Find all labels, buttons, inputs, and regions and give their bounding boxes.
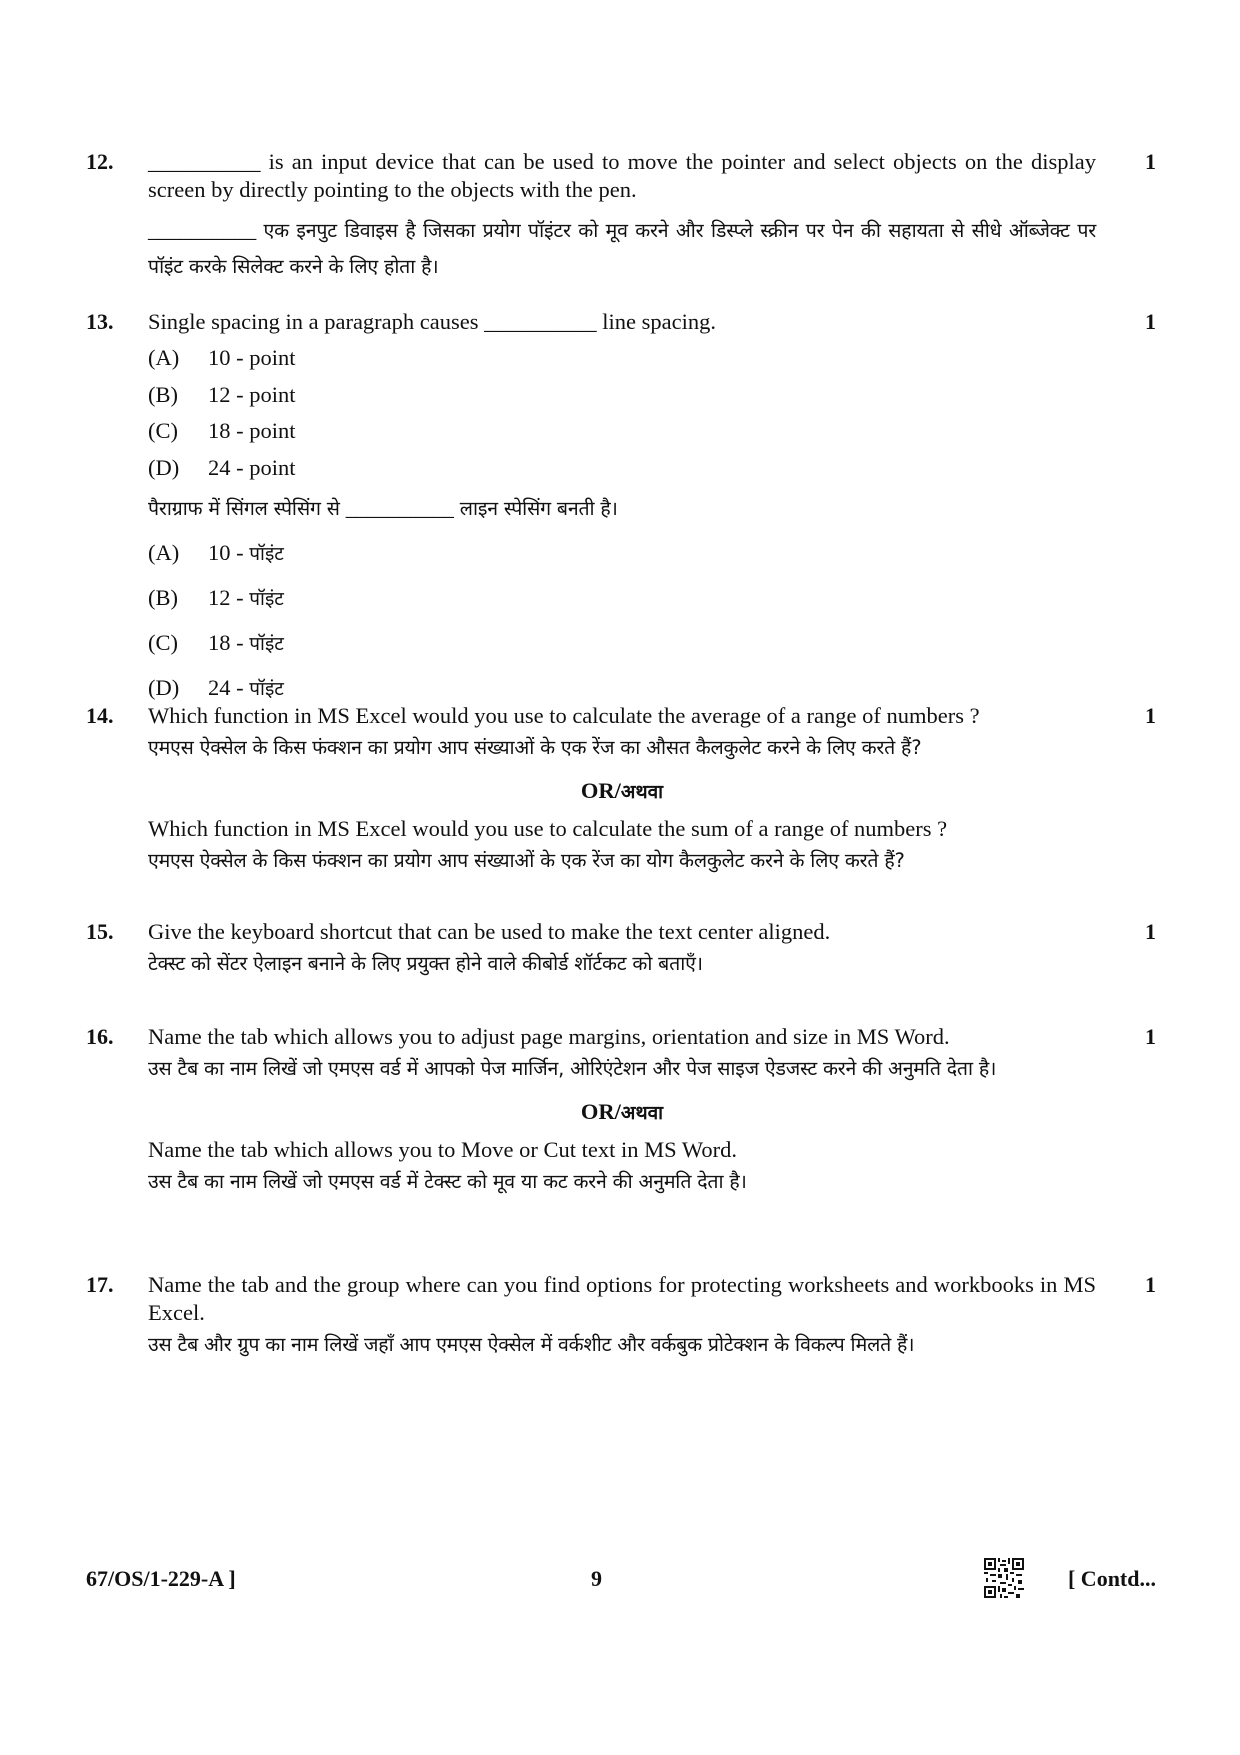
options-hindi — [148, 531, 1096, 711]
page-number: 9 — [591, 1566, 602, 1591]
question-text-english: Name the tab which allows you to adjust page margins, orientation and size in MS Word. — [148, 1024, 950, 1049]
question-text-hindi: पैराग्राफ में सिंगल स्पेसिंग से __________ लाइन स्पेसिंग बनती है। — [148, 495, 618, 520]
question-text-hindi: उस टैब और ग्रुप का नाम लिखें जहाँ आप एमएस ऐक्सेल में वर्कशीट और वर्कबुक प्रोटेक्शन के विकल्प मिलते हैं। — [148, 1333, 915, 1356]
options-english — [148, 340, 1096, 486]
option-b-hindi: (B) 12 - पॉइंट — [148, 585, 284, 610]
question-text-hindi: उस टैब का नाम लिखें जो एमएस वर्ड में आपको पेज मार्जिन, ओरिएंटेशन और पेज साइज ऐडजस्ट करने की अनुमति देता है। — [148, 1057, 997, 1080]
question-16 — [86, 1023, 1156, 1200]
or-separator: OR/अथवा — [580, 778, 664, 803]
blank: __________ — [484, 309, 597, 334]
question-number: 13. — [86, 309, 114, 334]
question-text-hindi: __________ एक इनपुट डिवाइस है जिसका प्रयोग पॉइंटर को मूव करने और डिस्प्ले स्क्रीन पर पेन की सहायता से सीधे ऑब्जेक्ट पर पॉइंट करके सिलेक्ट करने के लिए होता है। — [148, 217, 1096, 278]
page-footer — [86, 1558, 1156, 1608]
question-text-hindi: एमएस ऐक्सेल के किस फंक्शन का प्रयोग आप संख्याओं के एक रेंज का औसत कैलकुलेट करने के लिए करते हैं? — [148, 736, 922, 759]
question-number: 14. — [86, 703, 114, 728]
option-a: (A) 10 - point — [148, 345, 296, 370]
option-a-hindi: (A) 10 - पॉइंट — [148, 540, 284, 565]
question-text-english: __________ is an input device that can be used to move the pointer and select objects on the display screen by directly pointing to the objects with the pen. — [148, 149, 1096, 202]
option-d-hindi: (D) 24 - पॉइंट — [148, 675, 284, 700]
alternate-question-text-hindi: उस टैब का नाम लिखें जो एमएस वर्ड में टेक्स्ट को मूव या कट करने की अनुमति देता है। — [148, 1170, 747, 1193]
question-number: 12. — [86, 149, 114, 174]
alternate-question-text-english: Which function in MS Excel would you use to calculate the sum of a range of numbers ? — [148, 816, 948, 841]
blank: __________ — [148, 149, 261, 174]
question-number: 15. — [86, 919, 114, 944]
option-c-hindi: (C) 18 - पॉइंट — [148, 630, 284, 655]
alternate-question-text-english: Name the tab which allows you to Move or Cut text in MS Word. — [148, 1137, 737, 1162]
question-marks: 1 — [1145, 1272, 1156, 1297]
continued-marker: [ Contd... — [1067, 1566, 1156, 1591]
question-14 — [86, 702, 1156, 879]
question-marks: 1 — [1145, 919, 1156, 944]
question-marks: 1 — [1145, 149, 1156, 174]
question-text-english: Name the tab and the group where can you find options for protecting worksheets and workbooks in MS Excel. — [148, 1272, 1096, 1325]
question-text-english: Single spacing in a paragraph causes __________ line spacing. — [148, 309, 716, 334]
alternate-question-text-hindi: एमएस ऐक्सेल के किस फंक्शन का प्रयोग आप संख्याओं के एक रेंज का योग कैलकुलेट करने के लिए करते हैं? — [148, 849, 905, 872]
qr-code-icon — [984, 1558, 1024, 1598]
question-17 — [86, 1271, 1156, 1363]
question-13 — [86, 308, 1156, 715]
question-number: 17. — [86, 1272, 114, 1297]
question-marks: 1 — [1145, 1024, 1156, 1049]
blank: __________ — [148, 217, 257, 242]
question-12 — [86, 148, 1156, 285]
option-c: (C) 18 - point — [148, 418, 296, 443]
question-15 — [86, 918, 1156, 982]
question-text-english: Which function in MS Excel would you use to calculate the average of a range of numbers ? — [148, 703, 980, 728]
or-separator: OR/अथवा — [580, 1099, 664, 1124]
question-marks: 1 — [1145, 309, 1156, 334]
question-marks: 1 — [1145, 703, 1156, 728]
question-number: 16. — [86, 1024, 114, 1049]
question-text-english: Give the keyboard shortcut that can be used to make the text center aligned. — [148, 919, 831, 944]
blank: __________ — [345, 495, 454, 520]
option-d: (D) 24 - point — [148, 454, 296, 480]
paper-code: 67/OS/1-229-A ] — [86, 1566, 236, 1591]
option-b: (B) 12 - point — [148, 381, 296, 407]
question-text-hindi: टेक्स्ट को सेंटर ऐलाइन बनाने के लिए प्रयुक्त होने वाले कीबोर्ड शॉर्टकट को बताएँ। — [148, 952, 703, 975]
